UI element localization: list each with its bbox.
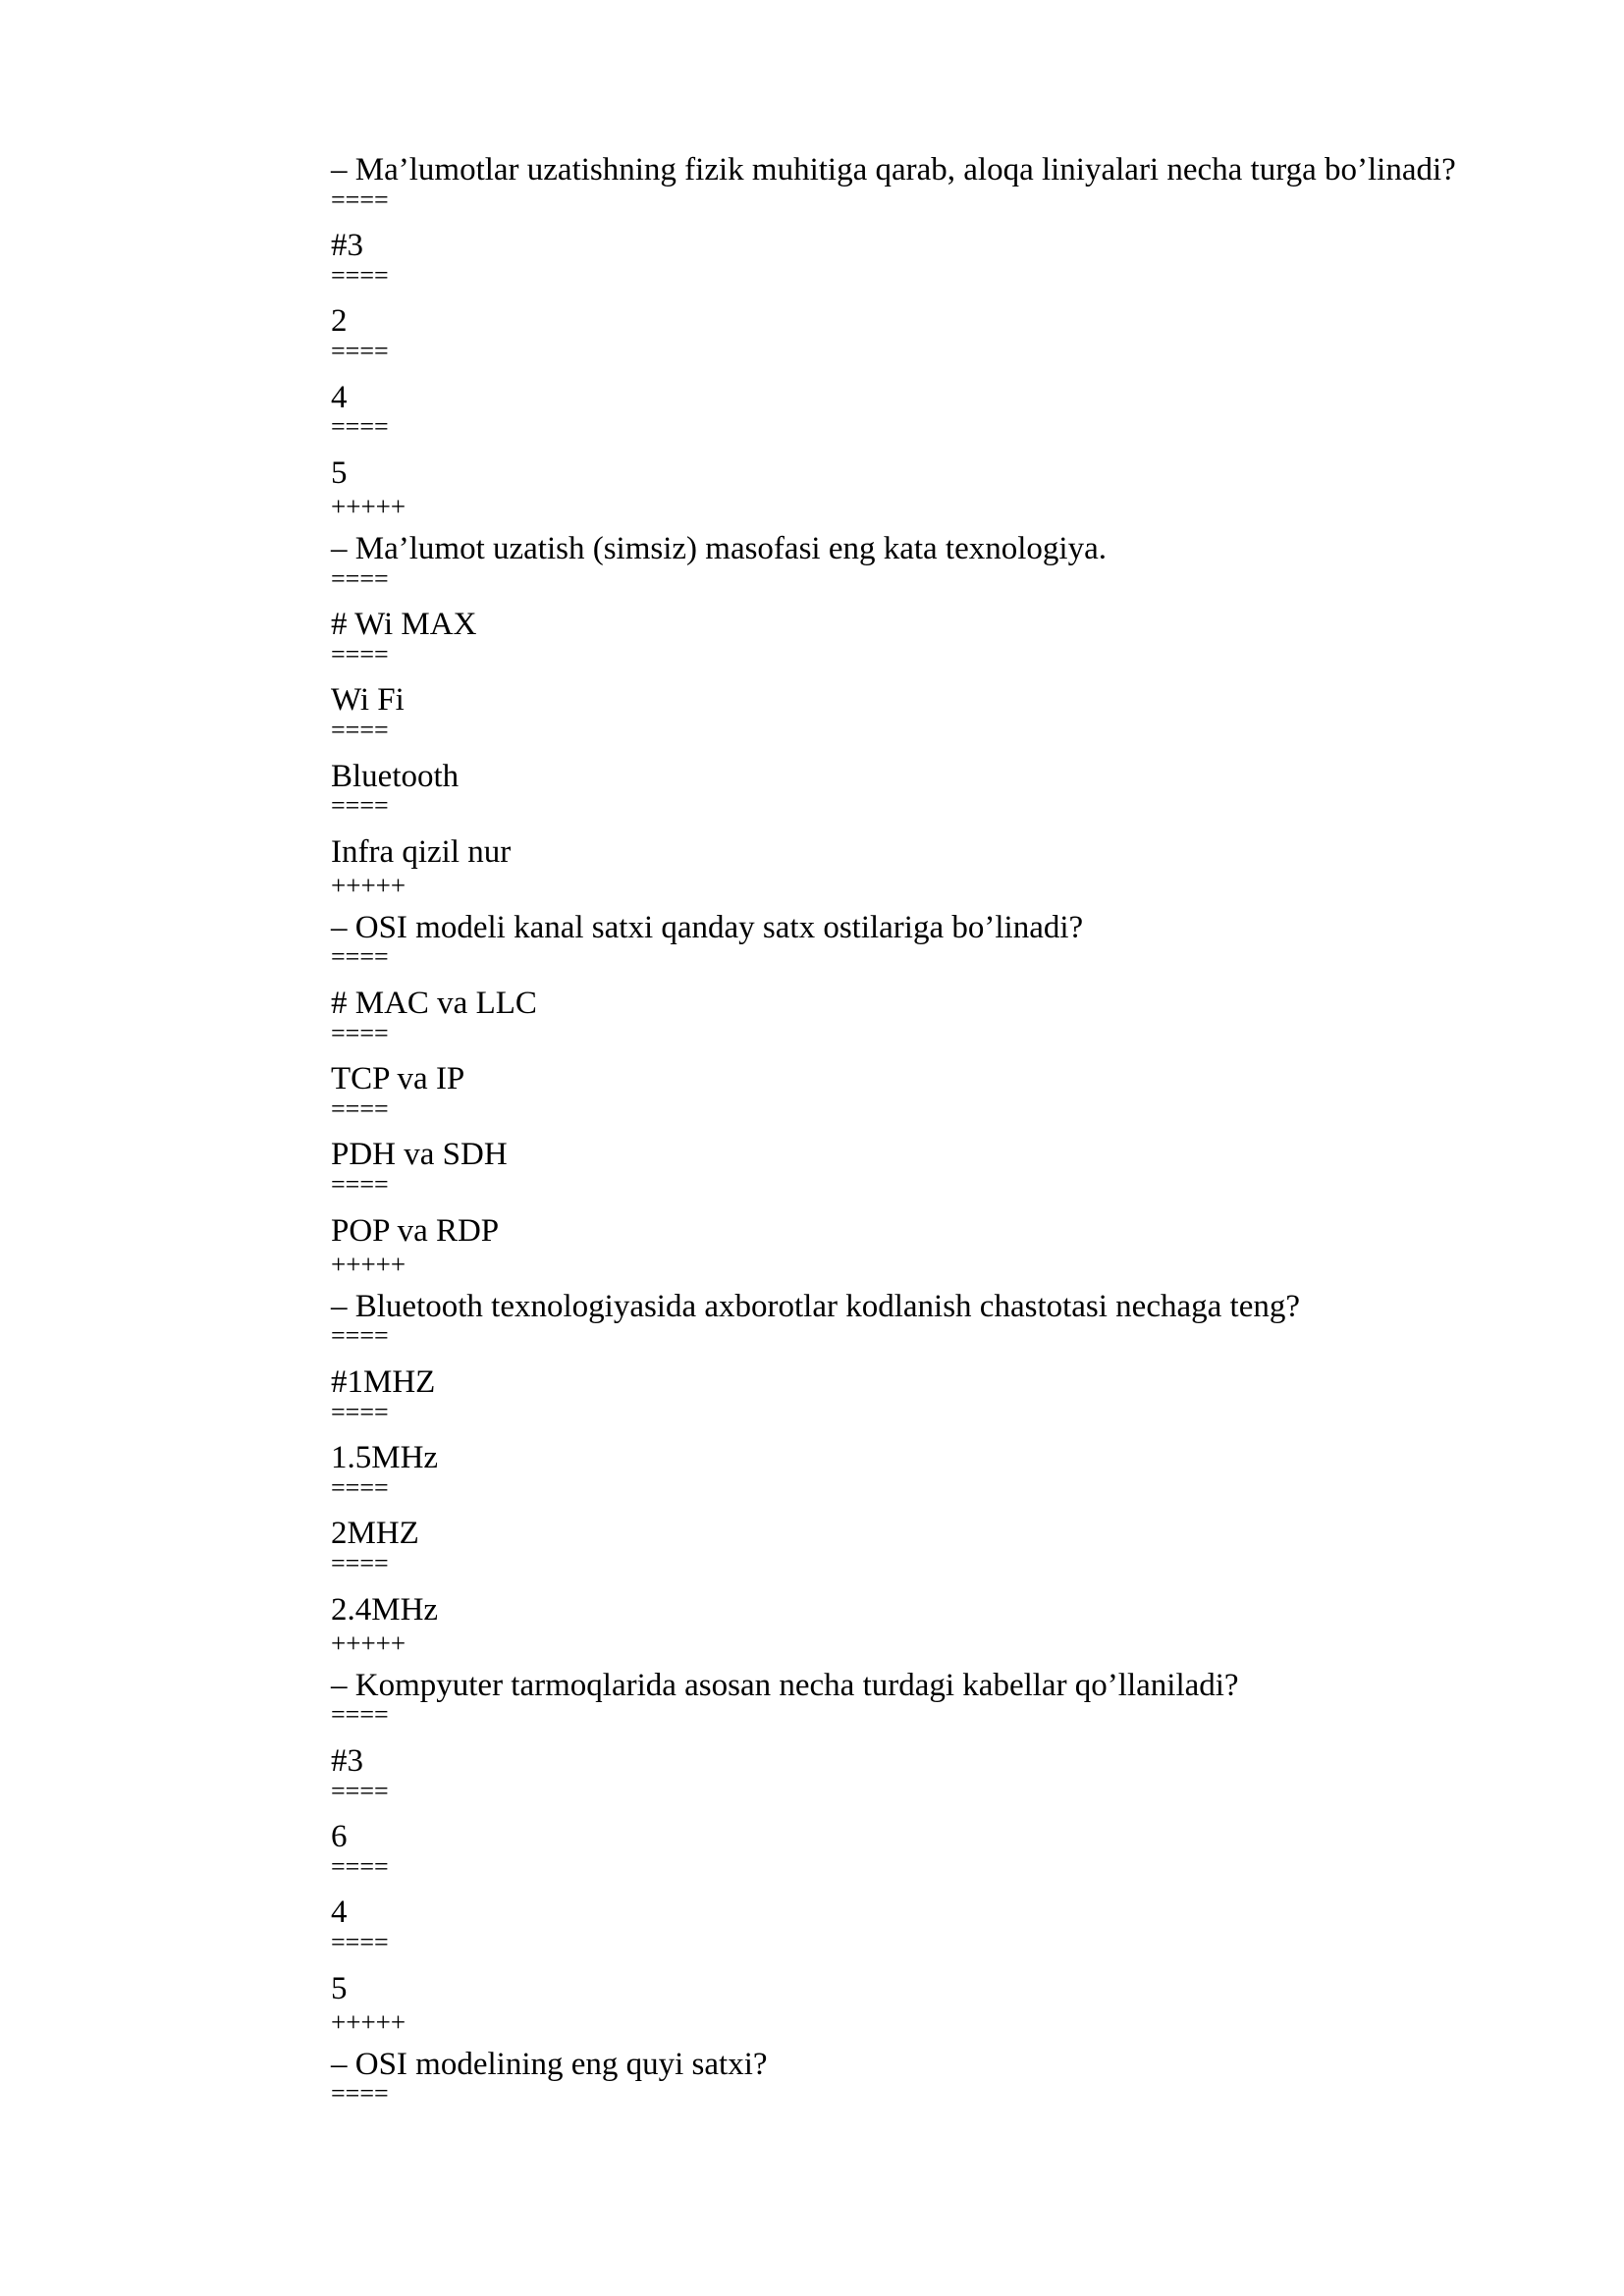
separator: ==== <box>331 1018 389 1047</box>
question-text: – Bluetooth texnologiyasida axborotlar kodlanish chastotasi nechaga teng? <box>331 1288 1300 1324</box>
separator: ==== <box>331 639 389 668</box>
separator: ==== <box>331 715 389 744</box>
answer-option: 5 <box>331 1970 348 2006</box>
question-end-marker: +++++ <box>331 2007 406 2038</box>
separator: ==== <box>331 942 389 972</box>
separator: ==== <box>331 1472 389 1502</box>
answer-option: 1.5MHz <box>331 1440 439 1476</box>
question-end-marker: +++++ <box>331 871 406 901</box>
answer-option: 4 <box>331 1895 348 1931</box>
separator: ==== <box>331 1776 389 1805</box>
answer-option: #3 <box>331 1742 363 1779</box>
separator: ==== <box>331 260 389 290</box>
separator: ==== <box>331 336 389 365</box>
separator: ==== <box>331 2079 389 2109</box>
separator: ==== <box>331 1700 389 1730</box>
quiz-content <box>331 151 1548 2121</box>
separator: ==== <box>331 563 389 593</box>
separator: ==== <box>331 791 389 821</box>
question-text: – Ma’lumotlar uzatishning fizik muhitiga qarab, aloqa liniyalari necha turga bo’linadi? <box>331 152 1456 187</box>
answer-option: 5 <box>331 454 348 491</box>
question-text: – Kompyuter tarmoqlarida asosan necha turdagi kabellar qo’llaniladi? <box>331 1667 1239 1703</box>
answer-option: Bluetooth <box>331 758 460 794</box>
answer-option: #1MHZ <box>331 1364 436 1400</box>
separator: ==== <box>331 1927 389 1956</box>
question-end-marker: +++++ <box>331 1629 406 1659</box>
answer-option: #3 <box>331 228 363 264</box>
answer-option: # Wi MAX <box>331 607 477 643</box>
separator: ==== <box>331 1397 389 1426</box>
answer-option: 2.4MHz <box>331 1591 439 1628</box>
answer-option: Infra qizil nur <box>331 833 512 870</box>
question-end-marker: +++++ <box>331 1250 406 1280</box>
answer-option: 4 <box>331 379 348 415</box>
answer-option: Wi Fi <box>331 682 405 719</box>
question-text: – Ma’lumot uzatish (simsiz) masofasi eng kata texnologiya. <box>331 530 1107 566</box>
separator: ==== <box>331 1094 389 1123</box>
separator: ==== <box>331 185 389 214</box>
answer-option: # MAC va LLC <box>331 986 537 1022</box>
separator: ==== <box>331 1321 389 1351</box>
question-text: – OSI modeli kanal satxi qanday satx ostilariga bo’linadi? <box>331 909 1084 945</box>
answer-option: 2MHZ <box>331 1516 419 1552</box>
separator: ==== <box>331 1851 389 1881</box>
separator: ==== <box>331 412 389 442</box>
question-end-marker: +++++ <box>331 492 406 522</box>
answer-option: PDH va SDH <box>331 1137 508 1173</box>
answer-option: POP va RDP <box>331 1212 500 1249</box>
answer-option: 6 <box>331 1819 348 1855</box>
separator: ==== <box>331 1170 389 1200</box>
question-text: – OSI modelining eng quyi satxi? <box>331 2046 768 2082</box>
answer-option: TCP va IP <box>331 1061 465 1097</box>
answer-option: 2 <box>331 303 348 340</box>
separator: ==== <box>331 1548 389 1577</box>
